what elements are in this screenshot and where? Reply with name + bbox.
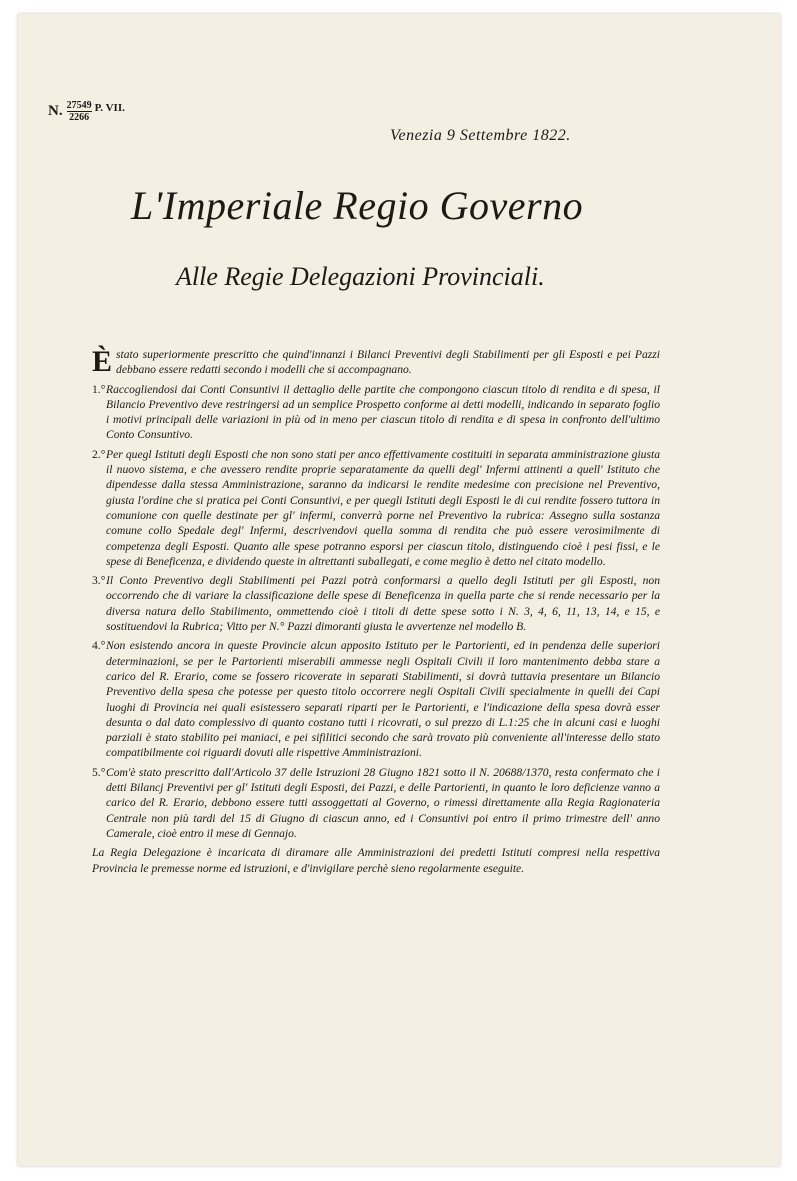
item-number: 1.° — [92, 382, 106, 396]
item-text: Il Conto Preventivo degli Stabilimenti pei Pazzi potrà conformarsi a quello degli Istituti per gli Esposti, non occorrendo che di variare la classificazione delle spese di Beneficenza in quella parte che si rende necessario per la diversa natura dello Stabilimento, ommettendo cioè i titoli di dette spese sotto i N. 3, 4, 6, 11, 13, 14, e 15, e sostituendovi la Rubrica; Vitto per N.° Pazzi dimoranti giusta le avvertenze nel modello B. — [106, 574, 660, 634]
document-date: Venezia 9 Settembre 1822. — [390, 127, 571, 144]
protocol-prefix: N. — [48, 103, 63, 119]
drop-cap: È — [92, 345, 113, 378]
item-number: 4.° — [92, 639, 106, 653]
item-number: 3.° — [92, 574, 106, 588]
protocol-number — [48, 100, 125, 123]
closing-paragraph: La Regia Delegazione è incaricata di diramare alle Amministrazioni dei predetti Istituti compresi nella respettiva Provincia le premesse norme ed istruzioni, e d'invigilare perchè sieno regolarmente eseguite. — [92, 846, 660, 875]
intro-text: stato superiormente prescritto che quind'innanzi i Bilanci Preventivi degli Stabilimenti per gli Esposti e pei Pazzi debbano essere redatti secondo i modelli che si accompagnano. — [116, 348, 660, 377]
document-subtitle: Alle Regie Delegazioni Provinciali. — [176, 262, 545, 291]
item-number: 2.° — [92, 447, 106, 461]
protocol-denominator: 2266 — [69, 112, 90, 123]
list-item — [92, 573, 660, 634]
document-body — [92, 347, 660, 876]
item-number: 5.° — [92, 765, 106, 779]
protocol-suffix: P. VII. — [94, 101, 125, 114]
protocol-fraction — [67, 100, 92, 123]
item-text: Com'è stato prescritto dall'Articolo 37 delle Istruzioni 28 Giugno 1821 sotto il N. 20688/1370, resta confermato che i detti Bilancj Preventivi per gl' Istituti degli Esposti, dei Pazzi, e delle Partorienti, in quanto le loro deficienze vanno a carico del R. Erario, debbono essere tutti assoggettati al Governo, o rimessi direttamente alla Regia Ragionateria Centrale non più tardi del 15 di Giugno di ciascun anno, ed i Consuntivi poi entro il primo trimestre dell' anno Camerale, cioè entro il mese di Gennajo. — [106, 765, 660, 840]
protocol-numerator: 27549 — [66, 100, 92, 111]
list-item — [92, 638, 660, 760]
document-title: L'Imperiale Regio Governo — [131, 183, 584, 228]
intro-paragraph — [92, 347, 660, 378]
list-item — [92, 382, 660, 443]
list-item — [92, 447, 660, 569]
list-item — [92, 765, 660, 841]
item-text: Non esistendo ancora in queste Provincie alcun apposito Istituto per le Partorienti, ed in pendenza delle superiori determinazioni, se per le Partorienti miserabili ammesse negli Ospitali Civili il loro mantenimento debba stare a carico del R. Erario, come se fossero ricoverate in separati Stabilimenti, si dovrà tuttavia presentare un Bilancio Preventivo della spesa che potesse per questo titolo occorrere negli Ospitali Civili specialmente in quelli dei Capi luoghi di Provincia nei quali esistessero separati riparti per le Partorienti, e l'indicazione della spesa dovrà esser desunta o dal dato complessivo di quanto costano tutti i ricovrati, o sul prezzo di L.1:25 che in alcuni casi e luoghi parziali è stato stabilito pei maniaci, e pei sifilitici secondo che sarà trovato più conveniente all'interesse dello stato compatibilmente coi riguardi dovuti alle rispettive Amministrazioni. — [106, 639, 660, 760]
document-page — [18, 14, 780, 1166]
item-text: Raccogliendosi dai Conti Consuntivi il dettaglio delle partite che compongono ciascun titolo di rendita e di spesa, il Bilancio Preventivo deve restringersi ad un semplice Prospetto conforme ai detti modelli, indicando in separato foglio i motivi principali delle variazioni in più od in meno per ciascun titolo di rendita e di spesa in confronto dell'ultimo Conto Consuntivo. — [106, 382, 660, 442]
item-text: Per quegl Istituti degli Esposti che non sono stati per anco effettivamente costituiti in separata amministrazione giusta il nuovo sistema, e che avessero rendite proprie separatamente da quelli degl' Infermi attinenti a quell' Istituto che dipendesse dalla stessa Amministrazione, saranno da indicarsi le rendite medesime con precisione nel Preventivo, giusta l'ordine che si pratica pei Conti Consuntivi, e per quegli Istituti degli Esposti le di cui rendite fossero tuttora in comunione con quelle destinate per gl' infermi, converrà porne nel Preventivo la rubrica: Assegno sulla sostanza comune collo Spedale degl' Infermi, descrivendovi quella somma di rendita che può essere verosimilmente di competenza degli Esposti. Quanto alle spese potranno esporsi per ciascun titolo, distinguendo cioè i pesi fissi, e le spese di Beneficenza, e dividendo queste in altrettanti suballegati, e come meglio è detto nel citato modello. — [106, 447, 660, 568]
